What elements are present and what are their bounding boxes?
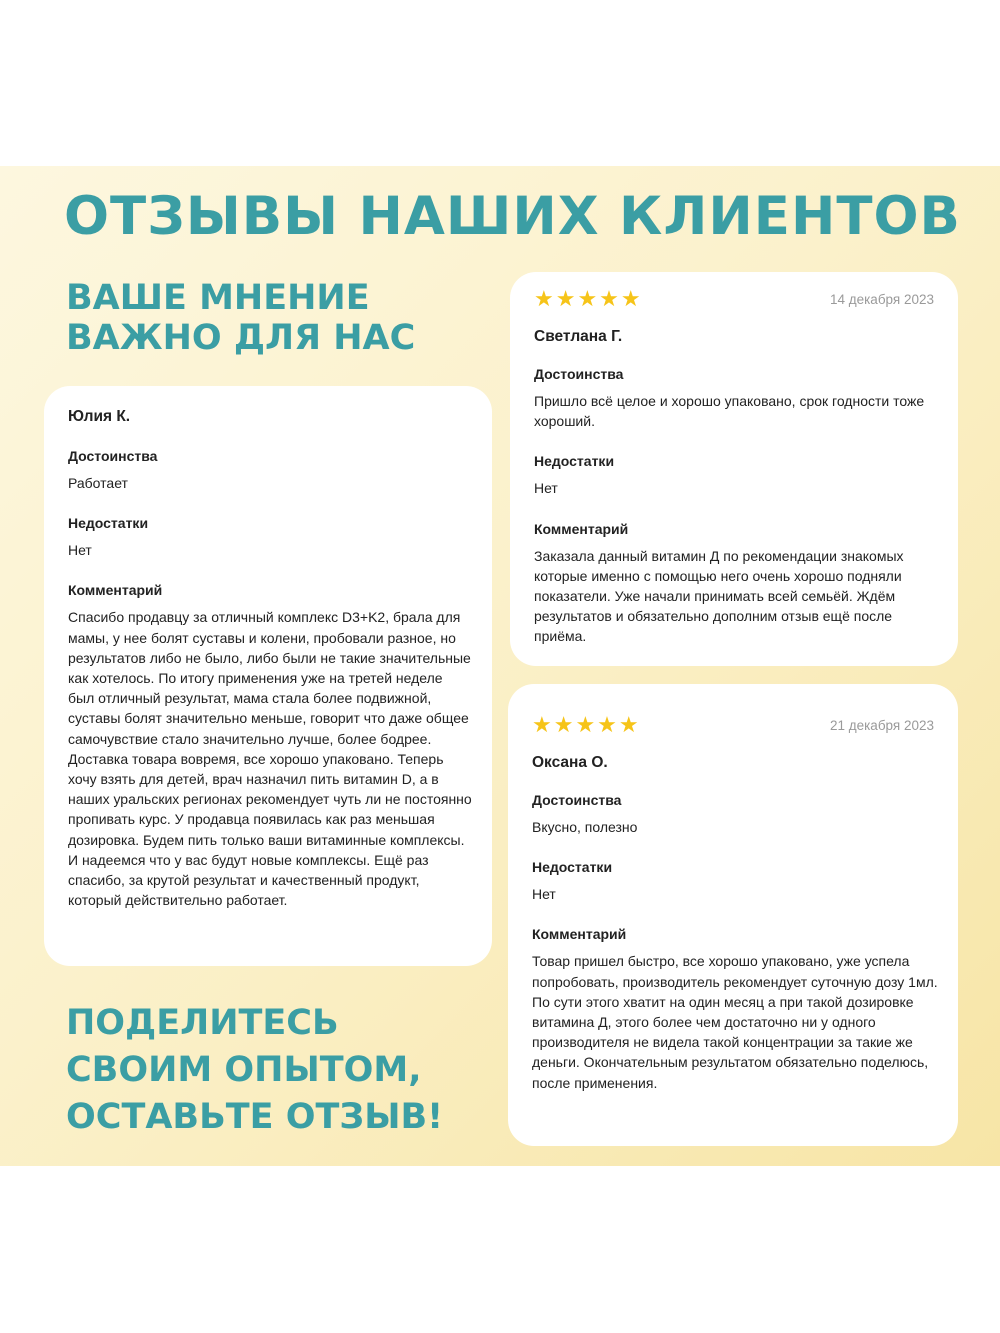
cons-text: Нет (68, 542, 92, 559)
comment-label: Комментарий (532, 926, 627, 943)
comment-text: Товар пришел быстро, все хорошо упаковано, уже успела попробовать, производитель рекомендует суточную дозу 1мл. По сути этого хватит на один месяц а при такой дозировке витамина Д, этого более чем достаточно ни у одного производителя не видела такой концентрации за такие же деньги. Окончательным результатом обязательно поделюсь, после применения. (532, 953, 938, 1091)
review-card (510, 272, 958, 666)
subtitle-line: ВАШЕ МНЕНИЕ (66, 278, 370, 318)
pros-label: Достоинства (534, 366, 624, 382)
subtitle-line: ВАЖНО ДЛЯ НАС (66, 318, 416, 358)
cta-line: ОСТАВЬТЕ ОТЗЫВ! (66, 1097, 444, 1137)
star-rating-icon: ★★★★★ (532, 712, 641, 737)
cons-label: Недостатки (532, 859, 613, 876)
review-date: 14 декабря 2023 (829, 291, 934, 307)
review-card (44, 386, 492, 966)
pros-label: Достоинства (68, 448, 158, 464)
call-to-action (66, 1000, 486, 1141)
cta-line: СВОИМ ОПЫТОМ, (66, 1050, 422, 1090)
review-date: 21 декабря 2023 (829, 717, 934, 733)
comment-text: Спасибо продавцу за отличный комплекс D3+K2, брала для мамы, у нее болят суставы и колени, пробовали разное, но результатов либо не было, либо были не такие значительные как хотелось. По итогу применения уже на третей неделе был отличный результат, мама стала более подвижной, суставы болят значительно меньше, говорит что даже общее самочувствие стало значительно лучше, более бодрее. Доставка товара вовремя, все хорошо упаковано. Теперь хочу взять для детей, врач назначил пить витамин D, а в наших уральских регионах рекомендует чуть ли не постоянно пропивать курс. У продавца появилась как раз меньшая дозировка. Будем пить только ваши витаминные комплексы. И надеемся что у вас будут новые комплексы. Ещё раз спасибо, за крутой результат и качественный продукт, который действительно работает. (68, 609, 472, 909)
subtitle (66, 278, 446, 358)
review-author: Светлана Г. (534, 328, 623, 345)
cons-label: Недостатки (534, 453, 615, 470)
review-header (532, 714, 958, 736)
comment-label: Комментарий (534, 520, 629, 537)
pros-text: Пришло всё целое и хорошо упаковано, срок годности тоже хороший. (534, 393, 925, 430)
review-header (534, 288, 958, 310)
star-rating-icon: ★★★★★ (534, 286, 643, 311)
pros-text: Вкусно, полезно (532, 819, 638, 835)
review-author: Юлия К. (68, 408, 131, 425)
comment-label: Комментарий (68, 582, 163, 599)
page-title: ОТЗЫВЫ НАШИХ КЛИЕНТОВ (64, 186, 961, 247)
cons-text: Нет (534, 480, 558, 497)
review-author: Оксана О. (532, 754, 608, 771)
pros-label: Достоинства (532, 792, 622, 808)
cta-line: ПОДЕЛИТЕСЬ (66, 1003, 339, 1043)
comment-text: Заказала данный витамин Д по рекомендации знакомых которые именно с помощью него очень хорошо подняли показатели. Уже начали принимать всей семьёй. Ждём результатов и обязательно дополним отзыв ещё после приёма. (534, 547, 904, 645)
cons-text: Нет (532, 886, 556, 903)
pros-text: Работает (68, 475, 128, 491)
cons-label: Недостатки (68, 515, 149, 532)
review-card (508, 684, 958, 1146)
